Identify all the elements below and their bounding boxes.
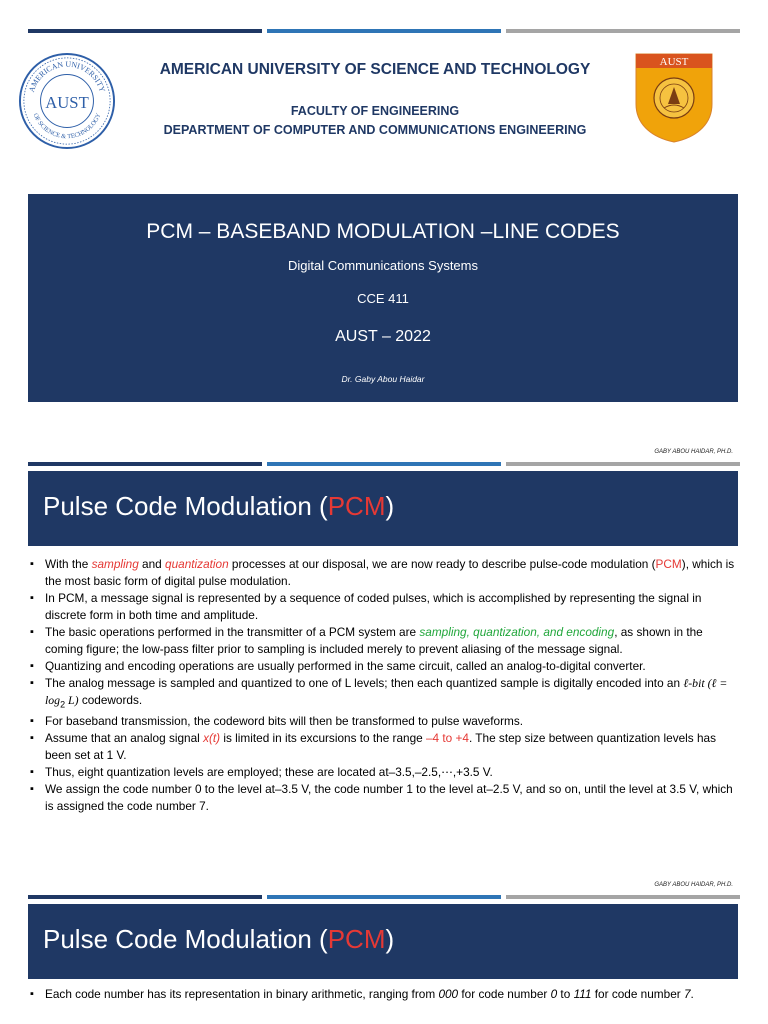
divider-bar xyxy=(506,462,740,466)
slide-footer: GABY ABOU HAIDAR, PH.D. xyxy=(654,882,733,888)
university-name: AMERICAN UNIVERSITY OF SCIENCE AND TECHNOLOGY xyxy=(159,61,591,78)
list-item: ▪ The analog message is sampled and quantized to one of L levels; then each quantized sample is digitally encoded into an ℓ-bit (ℓ = $\log_2 L$) codewords. xyxy=(28,675,740,713)
svg-text:OF SCIENCE & TECHNOLOGY: OF SCIENCE & TECHNOLOGY xyxy=(31,112,103,141)
divider-bar xyxy=(506,895,740,899)
slide-header xyxy=(28,471,738,546)
svg-text:AUST: AUST xyxy=(45,92,89,112)
list-item: ▪ Each code number has its representation in binary arithmetic, ranging from 000 for code number 0 to 111 for code number 7. xyxy=(28,986,740,1003)
course-code: CCE 411 xyxy=(357,291,409,306)
author-name: Dr. Gaby Abou Haidar xyxy=(341,374,425,384)
list-item: ▪ Assume that an analog signal x(t) is limited in its excursions to the range –4 to +4. The step size between quantization levels has been set at 1 V. xyxy=(28,730,740,764)
list-item: ▪ The basic operations performed in the transmitter of a PCM system are sampling, quantization, and encoding, as shown in the coming figure; the low-pass filter prior to sampling is included merely to prevent aliasing of the message signal. xyxy=(28,624,740,658)
svg-text:AMERICAN UNIVERSITY: AMERICAN UNIVERSITY xyxy=(26,59,108,94)
year-label: AUST – 2022 xyxy=(335,328,431,345)
divider-bar xyxy=(267,895,501,899)
presentation-title: PCM – BASEBAND MODULATION –LINE CODES xyxy=(146,220,620,243)
list-item: ▪ Quantizing and encoding operations are usually performed in the same circuit, called an analog-to-digital converter. xyxy=(28,658,740,675)
divider-bar xyxy=(267,29,501,33)
course-subtitle: Digital Communications Systems xyxy=(287,258,478,273)
faculty-name: FACULTY OF ENGINEERING xyxy=(290,104,460,118)
slide-header xyxy=(28,904,738,979)
divider-bar xyxy=(28,462,262,466)
title-slide-banner xyxy=(28,194,738,402)
aust-seal-logo xyxy=(18,52,116,150)
slide-title: Pulse Code Modulation (PCM) xyxy=(43,924,395,954)
divider-bar xyxy=(28,29,262,33)
slide-title: Pulse Code Modulation (PCM) xyxy=(43,491,395,521)
divider-bar xyxy=(506,29,740,33)
bullet-list xyxy=(28,556,740,815)
divider-bar xyxy=(28,895,262,899)
department-name: DEPARTMENT OF COMPUTER AND COMMUNICATIONS ENGINEERING xyxy=(163,123,587,137)
divider-bar xyxy=(267,462,501,466)
list-item: ▪ Thus, eight quantization levels are employed; these are located at–3.5,–2.5,⋯,+3.5 V. xyxy=(28,764,740,781)
list-item: ▪ For baseband transmission, the codeword bits will then be transformed to pulse waveforms. xyxy=(28,713,740,730)
list-item: ▪ We assign the code number 0 to the level at–3.5 V, the code number 1 to the level at–2.5 V, and so on, until the level at 3.5 V, which is assigned the code number 7. xyxy=(28,781,740,815)
svg-text:AUST: AUST xyxy=(659,56,689,68)
bullet-list xyxy=(28,986,740,1003)
list-item: ▪ With the sampling and quantization processes at our disposal, we are now ready to describe pulse-code modulation (PCM), which is the most basic form of digital pulse modulation. xyxy=(28,556,740,590)
slide-footer: GABY ABOU HAIDAR, PH.D. xyxy=(654,449,733,455)
list-item: ▪ In PCM, a message signal is represented by a sequence of coded pulses, which is accomplished by representing the signal in discrete form in both time and amplitude. xyxy=(28,590,740,624)
aust-shield-logo xyxy=(634,52,714,144)
